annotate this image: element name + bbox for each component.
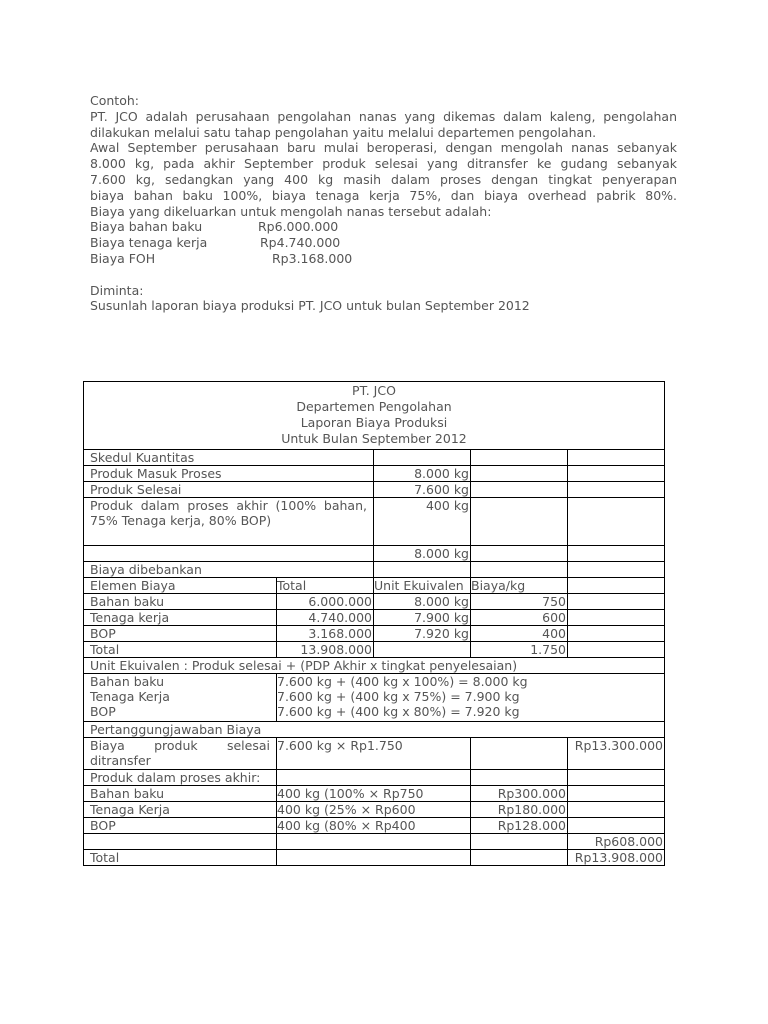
calc-cell: 400 kg (80% × Rp400 [277, 818, 471, 834]
cost-item [90, 219, 677, 235]
row-label: BOP [90, 704, 116, 719]
table-row [84, 562, 665, 578]
report-header-row [84, 382, 665, 450]
row-label: BOP [84, 626, 277, 642]
formula-note: Unit Ekuivalen : Produk selesai + (PDP Akhir x tingkat penyelesaian) [84, 658, 665, 674]
amount-cell: Rp13.300.000 [568, 738, 665, 770]
per-kg-cell: 400 [471, 626, 568, 642]
grand-total-cell: Rp13.908.000 [568, 850, 665, 866]
row-label: Tenaga Kerja [90, 689, 170, 704]
table-row [84, 466, 665, 482]
department-name: Departemen Pengolahan [296, 399, 452, 414]
table-row [84, 610, 665, 626]
amount-cell: Rp180.000 [471, 802, 568, 818]
row-label: Tenaga Kerja [84, 802, 277, 818]
report-period: Untuk Bulan September 2012 [281, 431, 467, 446]
row-label: BOP [84, 818, 277, 834]
row-label: Total [84, 642, 277, 658]
column-header: Total [277, 578, 374, 594]
calc-cell: 400 kg (25% × Rp600 [277, 802, 471, 818]
table-row [84, 834, 665, 850]
cost-item [90, 235, 677, 251]
unit-cell: 8.000 kg [374, 594, 471, 610]
table-row [84, 738, 665, 770]
amount-cell: Rp300.000 [471, 786, 568, 802]
cost-item-label: Biaya FOH [90, 250, 156, 266]
table-row [84, 658, 665, 674]
intro-line: Biaya yang dikeluarkan untuk mengolah nanas tersebut adalah: [90, 203, 492, 219]
row-label: Produk Masuk Proses [84, 466, 374, 482]
section-label: Pertanggungjawaban Biaya [84, 722, 665, 738]
cost-item-label: Biaya tenaga kerja [90, 235, 208, 251]
intro-line: biaya bahan baku 100%, biaya tenaga kerja 75%, dan biaya overhead pabrik 80%. [90, 187, 677, 203]
table-row [84, 626, 665, 642]
table-row [84, 498, 665, 546]
column-header: Unit Ekuivalen [374, 578, 471, 594]
cost-item-value: Rp4.740.000 [260, 235, 341, 251]
production-cost-report [83, 381, 665, 866]
intro-line: dilakukan melalui satu tahap pengolahan yaitu melalui departemen pengolahan. [90, 124, 597, 140]
task-text: Susunlah laporan biaya produksi PT. JCO untuk bulan September 2012 [90, 298, 530, 314]
per-kg-cell: 1.750 [471, 642, 568, 658]
row-label: Biaya produk selesai ditransfer [84, 738, 277, 770]
unit-cell: 7.900 kg [374, 610, 471, 626]
row-label: Produk dalam proses akhir (100% bahan, 75% Tenaga kerja, 80% BOP) [84, 498, 374, 546]
table-row [84, 722, 665, 738]
row-label: Produk Selesai [84, 482, 374, 498]
ue-calculations [277, 674, 665, 722]
table-row [84, 770, 665, 786]
intro-line: 7.600 kg, sedangkan yang 400 kg masih dalam proses dengan tingkat penyerapan [90, 171, 677, 187]
total-cell: 3.168.000 [277, 626, 374, 642]
section-label: Produk dalam proses akhir: [84, 770, 277, 786]
table-row [84, 482, 665, 498]
total-cell: 13.908.000 [277, 642, 374, 658]
total-cell: 4.740.000 [277, 610, 374, 626]
total-cell: 6.000.000 [277, 594, 374, 610]
table-row [84, 450, 665, 466]
report-header [84, 382, 665, 450]
cost-item-value: Rp3.168.000 [272, 250, 353, 266]
table-row [84, 642, 665, 658]
column-header: Elemen Biaya [84, 578, 277, 594]
row-label: Bahan baku [84, 594, 277, 610]
table-row [84, 578, 665, 594]
intro-line: PT. JCO adalah perusahaan pengolahan nanas yang dikemas dalam kaleng, pengolahan [90, 108, 677, 124]
intro-line: 8.000 kg, pada akhir September produk selesai yang ditransfer ke gudang sebanyak [90, 156, 677, 172]
section-label: Biaya dibebankan [84, 562, 374, 578]
diminta-heading: Diminta: [90, 282, 144, 298]
company-name: PT. JCO [352, 383, 396, 398]
report-title: Laporan Biaya Produksi [300, 415, 448, 430]
cost-item-label: Biaya bahan baku [90, 219, 203, 235]
row-label: Bahan baku [84, 786, 277, 802]
quantity-cell: 7.600 kg [374, 482, 471, 498]
row-label: Tenaga kerja [84, 610, 277, 626]
calc-line: 7.600 kg + (400 kg x 100%) = 8.000 kg [277, 674, 528, 689]
cost-item-value: Rp6.000.000 [258, 219, 339, 235]
problem-statement [90, 93, 677, 314]
column-header: Biaya/kg [471, 578, 568, 594]
section-label: Skedul Kuantitas [84, 450, 374, 466]
table-row [84, 818, 665, 834]
table-row [84, 802, 665, 818]
per-kg-cell: 750 [471, 594, 568, 610]
amount-cell: Rp608.000 [568, 834, 665, 850]
row-label: Bahan baku [90, 674, 165, 689]
table-row [84, 546, 665, 562]
quantity-total: 8.000 kg [374, 546, 471, 562]
calc-cell: 7.600 kg × Rp1.750 [277, 738, 471, 770]
quantity-cell: 8.000 kg [374, 466, 471, 482]
table-row [84, 786, 665, 802]
quantity-cell: 400 kg [374, 498, 471, 546]
unit-cell: 7.920 kg [374, 626, 471, 642]
calc-line: 7.600 kg + (400 kg x 80%) = 7.920 kg [277, 704, 520, 719]
calc-cell: 400 kg (100% × Rp750 [277, 786, 471, 802]
intro-heading: Contoh: [90, 93, 139, 108]
intro-line: Awal September perusahaan baru mulai beroperasi, dengan mengolah nanas sebanyak [90, 140, 677, 156]
cost-item [90, 251, 677, 267]
row-label: Total [84, 850, 277, 866]
per-kg-cell: 600 [471, 610, 568, 626]
amount-cell: Rp128.000 [471, 818, 568, 834]
table-row [84, 850, 665, 866]
ue-labels [84, 674, 277, 722]
calc-line: 7.600 kg + (400 kg x 75%) = 7.900 kg [277, 689, 520, 704]
table-row [84, 594, 665, 610]
table-row [84, 674, 665, 722]
